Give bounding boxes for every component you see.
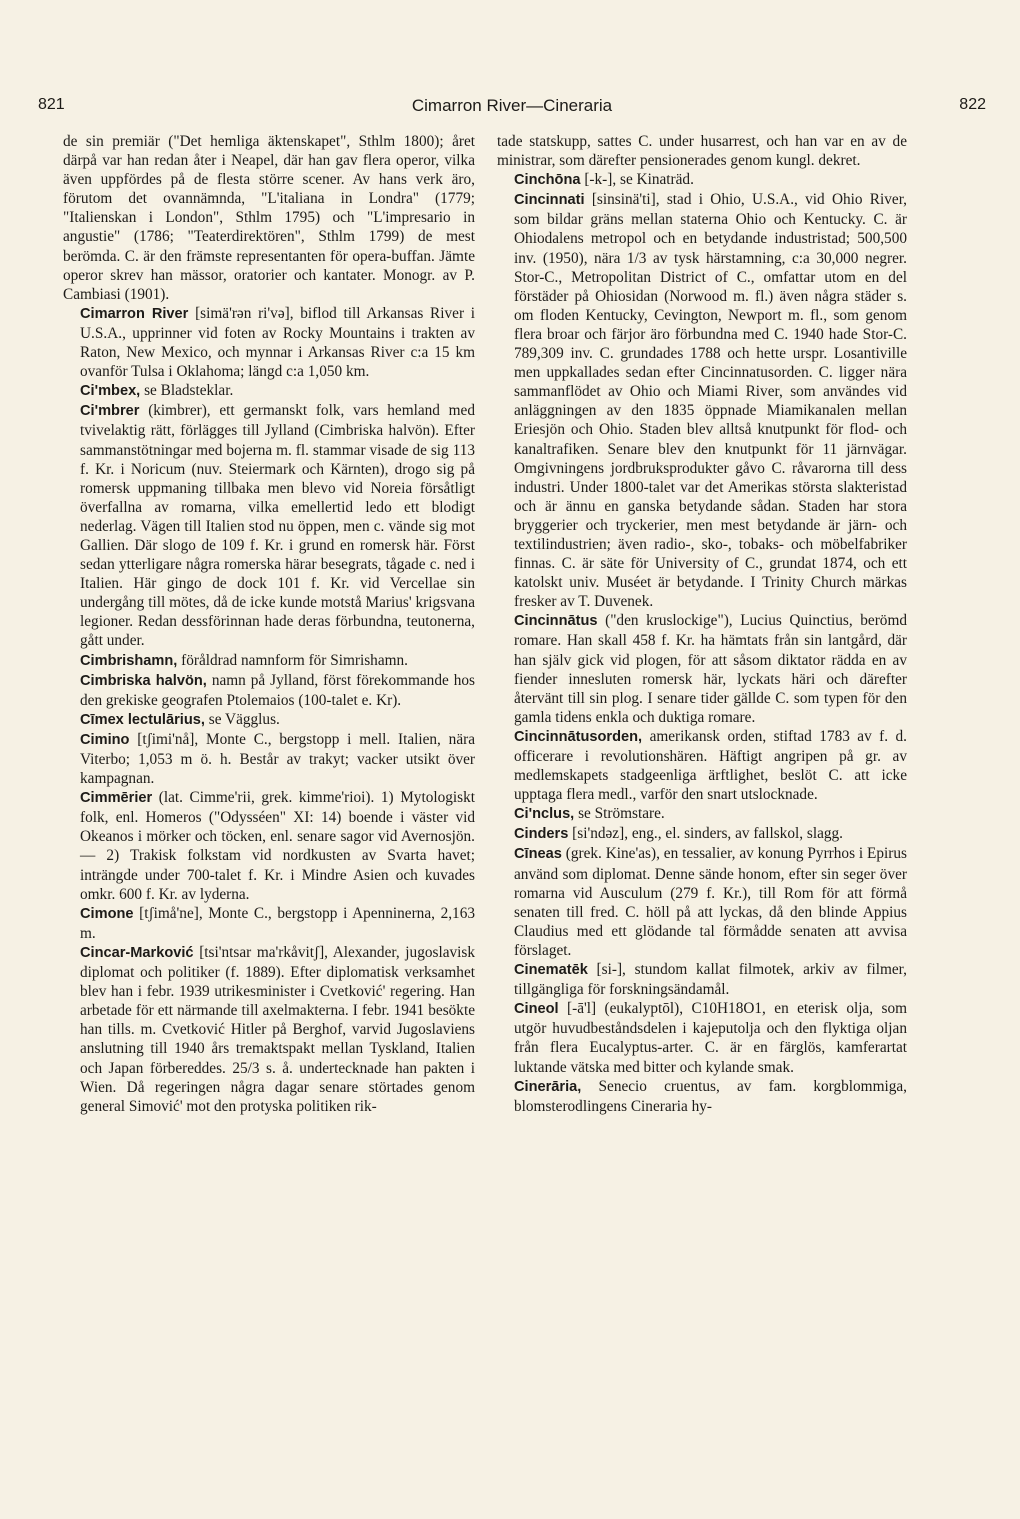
entry-text: (kimbrer), ett germanskt folk, vars hemland med tvivelaktig rätt, förlägges till Jylland (Cimbriska halvön). Efter sammanstötningar med bojerna m. fl. stammar visade de sig 113 f. Kr. i Noricum (nuv. Steiermark och Kärnten), drogo sig på romersk uppmaning tillbaka men blevo vid Noreia försåtligt överfallna av romarna, vilka emellertid ledo ett blodigt nederlag. Vägen till Italien stod nu öppen, men c. vände sig mot Gallien. Där slogo de 109 f. Kr. i grund en romersk här. Först sedan ytterligare några romerska härar besegrats, tågade c. ned i Italien. Här gingo de dock 101 f. Kr. vid Vercellae sin undergång till mötes, då de icke kunde motstå Marius' krigsvana legioner. Redan dessförinnan hade deras förbundna, teutonerna, gått under.: [80, 402, 475, 650]
dictionary-entry: [497, 824, 907, 844]
dictionary-entry: [497, 132, 907, 170]
dictionary-entry: [497, 1077, 907, 1116]
entry-headword: Cineol: [514, 1001, 559, 1018]
dictionary-entry: [63, 651, 475, 671]
entry-text: (lat. Cimme'rii, grek. kimme'rioi). 1) Mytologiskt folk, enl. Homeros ("Odysséen" XI: 14) boende i väster vid Okeanos i mörker och töcken, enl. senare sagor vid Avernosjön. — 2) Trakisk folkstam vid nordkusten av Svarta havet; inträngde under 700-talet f. Kr. i Mindre Asien och kuvades omkr. 600 f. Kr. av lyderna.: [80, 789, 475, 903]
dictionary-entry: [497, 999, 907, 1076]
entry-headword: Cimarron River: [80, 305, 189, 322]
entry-text: [tsi'ntsar ma'rkåvitʃ], Alexander, jugoslavisk diplomat och politiker (f. 1889). Efter diplomatisk verksamhet blev han i febr. 1939 utrikesminister i Cvetković' regering. Han arbetade för ett närmande till axelmakterna. I febr. 1941 besökte han tills. m. Cvetković Hitler på Berghof, varvid Jugoslaviens anslutning till 1940 års tremaktspakt mellan Tyskland, Italien och Japan förbereddes. 25/3 s. å. undertecknade han pakten i Wien. Då regeringen några dagar senare störtades genom general Simović' mot den protyska politiken rik-: [80, 943, 475, 1115]
dictionary-entry: [497, 727, 907, 804]
entry-headword: Cinders: [514, 826, 569, 843]
entry-headword: Cinematēk: [514, 962, 588, 979]
entry-text: föråldrad namnform för Simrishamn.: [181, 651, 408, 669]
dictionary-entry: [63, 710, 475, 730]
entry-headword: Cinerāria,: [514, 1078, 582, 1095]
entry-headword: Cincinnati: [514, 192, 585, 209]
dictionary-entry: [497, 190, 907, 611]
entry-text: se Vägglus.: [208, 710, 280, 728]
dictionary-entry: [63, 904, 475, 943]
entry-text: de sin premiär ("Det hemliga äktenskapet", Sthlm 1800); året därpå var han redan åter i Neapel, där han gav flera operor, vilka även uppfördes på de flesta större scener. Av hans verk äro, förutom det ovannämnda, "L'italiana in Londra" (1779; "Italienskan i London", Sthlm 1795) och "L'impresario in angustie" (1786; "Teaterdirektören", Sthlm 1799) de mest berömda. C. är den främste representanten för opera-buffan. Jämte operor skrev han mässor, oratorier och kantater. Monogr. av P. Cambiasi (1901).: [63, 133, 475, 303]
dictionary-entry: [63, 671, 475, 710]
dictionary-entry: [63, 132, 475, 304]
entry-headword: Ci'nclus,: [514, 806, 575, 823]
dictionary-entry: [497, 804, 907, 824]
entry-text: namn på Jylland, först förekommande hos den grekiske geografen Ptolemaios (100-talet e. Kr).: [80, 671, 475, 709]
entry-text: se Bladsteklar.: [144, 382, 234, 400]
left-column: [63, 132, 475, 1116]
entry-text: [tʃimå'ne], Monte C., bergstopp i Apenninerna, 2,163 m.: [80, 904, 475, 942]
entry-text: ("den kruslockige"), Lucius Quinctius, berömd romare. Han skall 458 f. Kr. ha hämtats från sin lantgård, där han själv gick vid plogen, för att såsom diktator rädda en av fiender innesluten romersk här, lyckats häri och därefter återvänt till sin plog. I senare tider gällde C. som typen för den gamla tidens enkla och duktiga romare.: [514, 612, 908, 726]
entry-headword: Cimino: [80, 731, 130, 748]
dictionary-entry: [63, 401, 475, 650]
entry-text: (grek. Kine'as), en tessalier, av konung Pyrrhos i Epirus använd som diplomat. Denne sände honom, efter sin seger över romarna vid Ausculum (279 f. Kr.), till Rom för att förmå senaten till fred. C. höll på att lyckas, då den blinde Appius Claudius med ett glödande tal förmådde senaten att avvisa förslaget.: [514, 845, 907, 959]
entry-headword: Cimbrishamn,: [80, 652, 178, 669]
right-column: [497, 132, 907, 1116]
entry-headword: Cīneas: [514, 846, 562, 863]
page-number-right: 822: [959, 96, 986, 113]
dictionary-entry: [63, 304, 475, 381]
entry-headword: Cincar-Marković: [80, 944, 194, 961]
entry-headword: Ci'mbex,: [80, 383, 141, 400]
entry-headword: Cincinnātusorden,: [514, 728, 643, 745]
entry-text: amerikansk orden, stiftad 1783 av f. d. officerare i revolutionshären. Häftigt angripen på gr. av medlemskapets stadgeenliga ärftlighet, beslöt C. att icke upptaga flera medl., varför den snart utslocknade.: [514, 727, 908, 804]
dictionary-entry: [497, 170, 907, 190]
page-header: [38, 96, 986, 122]
dictionary-entry: [497, 611, 907, 727]
entry-text: [tʃimi'nå], Monte C., bergstopp i mell. Italien, nära Viterbo; 1,053 m ö. h. Består av trakyt; vacker utsikt över kampagnan.: [80, 730, 475, 788]
entry-text: [sinsinä'ti], stad i Ohio, U.S.A., vid Ohio River, som bildar gräns mellan staterna Ohio och Kentucky. C. är Ohiodalens metropol och en betydande industristad; 500,500 inv. (1950), nära 1/3 av tysk härstamning, c:a 30,000 negrer. Stor-C., Metropolitan District of C., omfattar utom en del förstäder på Ohiosidan (Norwood m. fl.) även några städer s. om floden Kentucky, Cevington, Newport m. fl., som genom flera broar och färjor äro förbundna med C. 1940 hade Stor-C. 789,309 inv. C. grundades 1788 och hette urspr. Losantiville men uppkallades sedan efter Cincinnatusorden. C. ligger nära sammanflödet av Ohio och Miami River, som användes vid anläggningen av den 1835 öppnade Miamikanalen mellan Eriesjön och Ohio. Staden blev alltså knutpunkt för flod- och kanaltrafiken. Senare blev den knutpunkt för 11 järnvägar. Omgivningens jordbruksprodukter gåvo C. råvarorna till dess industri. Under 1800-talet var det Amerikas största slakteristad och är ännu en ganska betydande sådan. Staden har stora bryggerier och tryckerier, men mest betydande är järn- och textilindustrien; även radio-, sko-, tobaks- och möbelfabriker finnas. C. är säte för University of C., grundat 1874, och ett katolskt univ. Muséet är betydande. I Trinity Church märkas fresker av T. Duvenek.: [514, 191, 908, 611]
entry-text: tade statskupp, sattes C. under husarrest, och han var en av de ministrar, som därefter pensionerades genom kungl. dekret.: [497, 133, 907, 170]
entry-text: Senecio cruentus, av fam. korgblommiga, blomsterodlingens Cineraria hy-: [514, 1077, 907, 1115]
dictionary-entry: [63, 943, 475, 1116]
entry-text: [simä'rən ri'və], biflod till Arkansas River i U.S.A., upprinner vid foten av Rocky Mountains i trakten av Raton, New Mexico, och mynnar i Arkansas River c:a 15 km ovanför Tulsa i Oklahoma; längd c:a 1,050 km.: [80, 304, 476, 381]
dictionary-entry: [63, 788, 475, 904]
entry-text: [-k-], se Kinaträd.: [584, 171, 694, 189]
dictionary-entry: [63, 381, 475, 401]
dictionary-entry: [63, 730, 475, 788]
entry-text: [si'ndəz], eng., el. sinders, av fallskol, slagg.: [572, 825, 843, 843]
dictionary-entry: [497, 960, 907, 999]
page-number-left: 821: [38, 96, 65, 113]
entry-headword: Cimone: [80, 905, 134, 922]
entry-headword: Cinchōna: [514, 172, 581, 189]
dictionary-entry: [497, 844, 907, 960]
entry-headword: Ci'mbrer: [80, 403, 140, 420]
entry-text: [-ā'l] (eukalyptōl), C10H18O1, en eterisk olja, som utgör huvudbeståndsdelen i kajeputolja och den flyktiga oljan från flera Eucalyptus-arter. C. är en färglös, kamferartat luktande vätska med bitter och kylande smak.: [514, 1000, 907, 1076]
entry-text: se Strömstare.: [578, 805, 665, 823]
running-title: Cimarron River—Cineraria: [411, 96, 613, 115]
entry-headword: Cīmex lectulārius,: [80, 711, 205, 728]
entry-headword: Cincinnātus: [514, 613, 598, 630]
entry-headword: Cimmērier: [80, 790, 153, 807]
entry-text: [si-], stundom kallat filmotek, arkiv av filmer, tillgängliga för forskningsändamål.: [514, 961, 907, 999]
entry-headword: Cimbriska halvön,: [80, 672, 207, 689]
